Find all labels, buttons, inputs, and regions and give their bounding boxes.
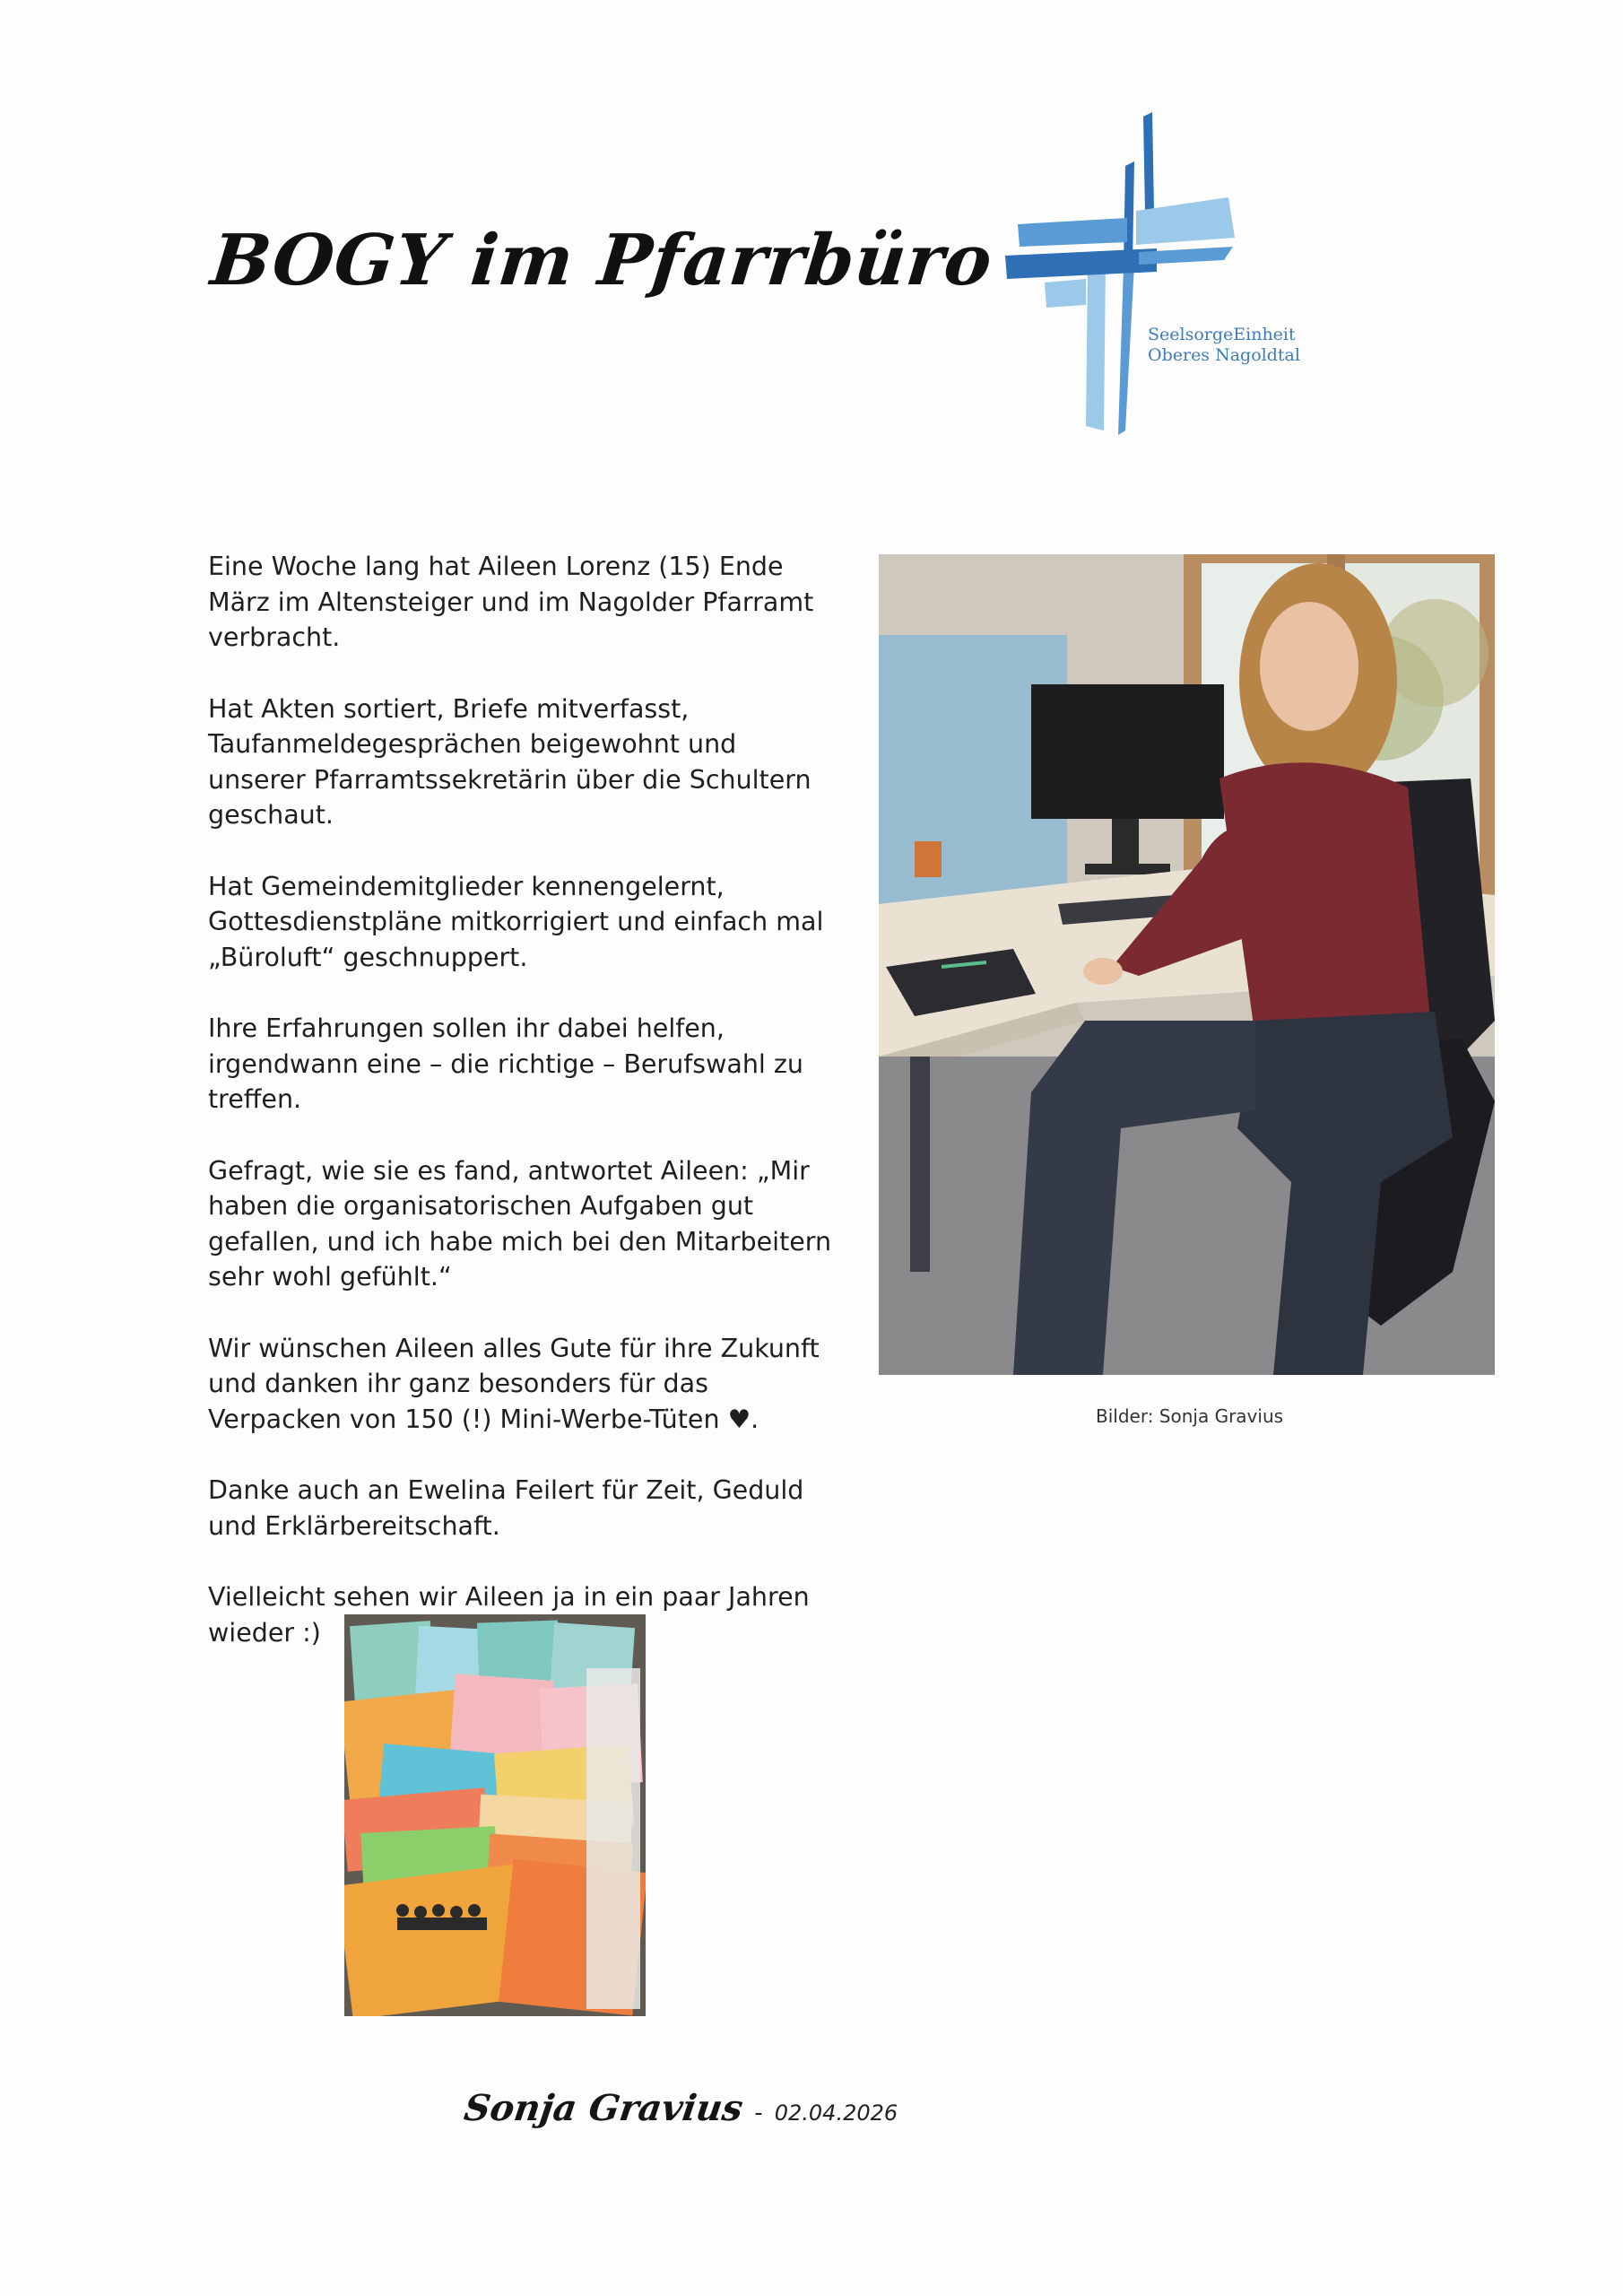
paragraph: Hat Akten sortiert, Briefe mitverfasst, Taufanmeldegesprächen beigewohnt und unserer Pfarramtssekretärin über die Schultern geschaut. — [208, 693, 812, 830]
paragraph: Hat Gemeindemitglieder kennengelernt, Gottesdienstpläne mitkorrigiert und einfach mal „Büroluft“ geschnuppert. — [208, 871, 824, 972]
logo-text — [1148, 325, 1300, 366]
photo-mini-bags — [344, 1614, 646, 2016]
photo-caption: Bilder: Sonja Gravius — [1096, 1405, 1284, 1427]
paragraph: Vielleicht sehen wir Aileen ja in ein paar Jahren wieder :) — [208, 1582, 810, 1648]
logo-line-1: SeelsorgeEinheit — [1148, 325, 1296, 344]
signature-name: Sonja Gravius — [461, 2087, 746, 2129]
page-title: BOGY im Pfarrbüro — [207, 220, 997, 301]
signature-date: 02.04.2026 — [774, 2100, 898, 2126]
paragraph: Gefragt, wie sie es fand, antwortet Aileen: „Mir haben die organisatorischen Aufgaben gut gefallen, und ich habe mich bei den Mitarbeitern sehr wohl gefühlt.“ — [208, 1155, 832, 1292]
signature — [461, 2087, 898, 2129]
paragraph: Danke auch an Ewelina Feilert für Zeit, Geduld und Erklärbereitschaft. — [208, 1475, 804, 1541]
photo-intern-at-desk — [879, 554, 1495, 1375]
logo-line-2: Oberes Nagoldtal — [1148, 345, 1300, 365]
article-body — [208, 549, 836, 1686]
cross-logo-icon — [1000, 112, 1305, 444]
paragraph: Eine Woche lang hat Aileen Lorenz (15) Ende März im Altensteiger und im Nagolder Pfarramt verbracht. — [208, 552, 814, 652]
paragraph: Wir wünschen Aileen alles Gute für ihre Zukunft und danken ihr ganz besonders für das Verpacken von 150 (!) Mini-Werbe-Tüten ♥. — [208, 1333, 820, 1434]
paragraph: Ihre Erfahrungen sollen ihr dabei helfen, irgendwann eine – die richtige – Berufswahl zu treffen. — [208, 1013, 803, 1114]
signature-separator: - — [754, 2100, 763, 2126]
